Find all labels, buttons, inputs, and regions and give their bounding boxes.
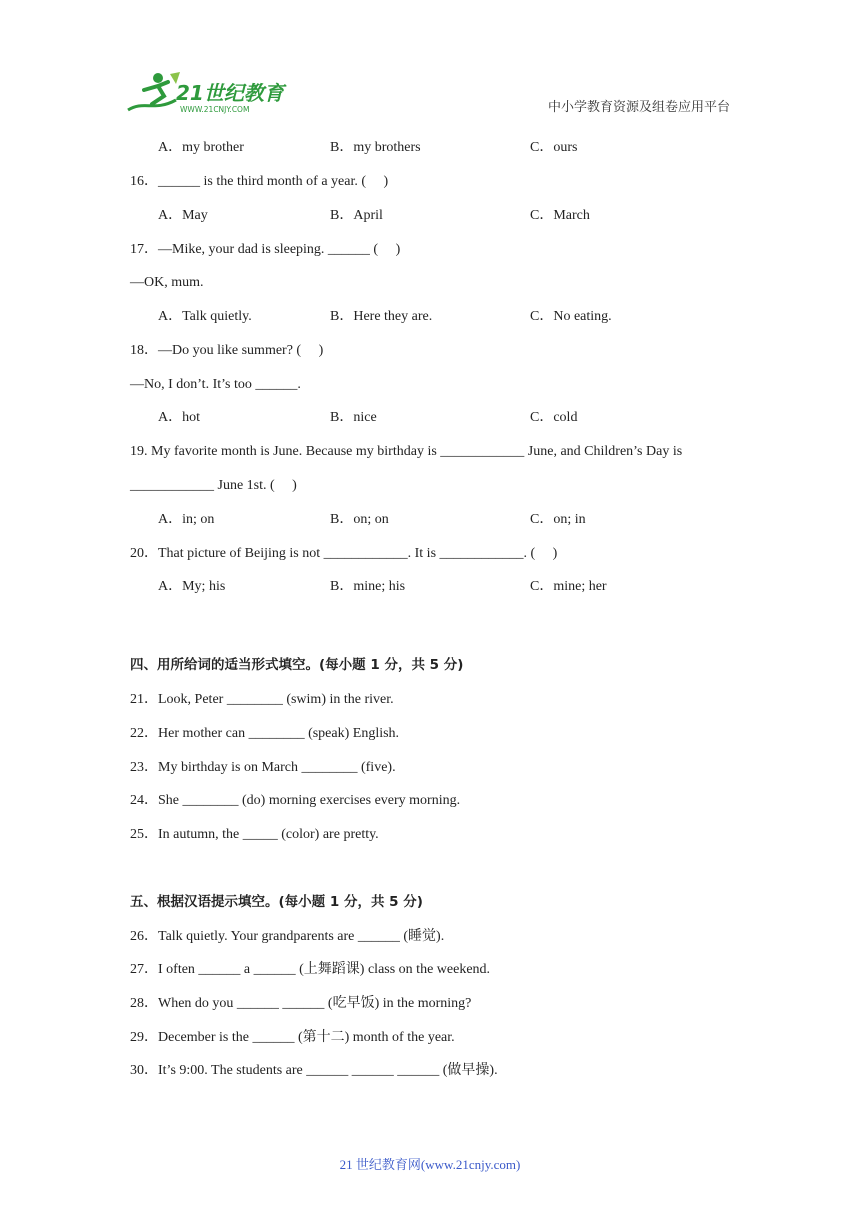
question-line: 18．—Do you like summer? ( ) bbox=[130, 343, 324, 358]
question-line: 25．In autumn, the _____ (color) are pretty. bbox=[130, 827, 379, 842]
option-b: B．mine; his bbox=[330, 579, 406, 594]
option-c: C．mine; her bbox=[530, 579, 607, 594]
question-line: 21．Look, Peter ________ (swim) in the river. bbox=[130, 692, 394, 707]
option-a: A．in; on bbox=[158, 512, 215, 527]
option-c: C．No eating. bbox=[530, 309, 612, 324]
question-line: —No, I don’t. It’s too ______. bbox=[130, 377, 301, 392]
option-c: C．on; in bbox=[530, 512, 586, 527]
question-line: 26．Talk quietly. Your grandparents are ______ (睡觉). bbox=[130, 929, 445, 944]
question-line: 22．Her mother can ________ (speak) English. bbox=[130, 726, 400, 741]
logo-text: 21世纪教育 bbox=[176, 81, 284, 105]
site-logo bbox=[124, 70, 294, 116]
option-b: B．Here they are. bbox=[330, 309, 433, 324]
option-a: A．My; his bbox=[158, 579, 226, 594]
option-c: C．cold bbox=[530, 410, 578, 425]
option-a: A．Talk quietly. bbox=[158, 309, 252, 324]
option-a: A．hot bbox=[158, 410, 200, 425]
logo-url: WWW.21CNJY.COM bbox=[180, 105, 250, 114]
question-line: —OK, mum. bbox=[130, 275, 204, 290]
platform-name: 中小学教育资源及组卷应用平台 bbox=[547, 99, 730, 114]
option-c: C．ours bbox=[530, 140, 578, 155]
question-line: 27．I often ______ a ______ (上舞蹈课) class on the weekend. bbox=[130, 962, 491, 977]
question-line: 20．That picture of Beijing is not ____________. It is ____________. ( ) bbox=[130, 546, 558, 561]
runner-icon bbox=[128, 72, 180, 110]
section-heading: 四、用所给词的适当形式填空。(每小题 1 分，共 5 分) bbox=[130, 657, 464, 673]
option-a: A．May bbox=[158, 208, 208, 223]
option-a: A．my brother bbox=[158, 140, 244, 155]
option-b: B．on; on bbox=[330, 512, 389, 527]
question-line: 30．It’s 9:00. The students are ______ ______ ______ (做早操). bbox=[130, 1063, 498, 1078]
option-b: B．April bbox=[330, 208, 383, 223]
option-b: B．nice bbox=[330, 410, 377, 425]
question-line: 24．She ________ (do) morning exercises every morning. bbox=[130, 793, 461, 808]
option-c: C．March bbox=[530, 208, 590, 223]
question-line: 19. My favorite month is June. Because my birthday is ____________ June, and Children’s Day is bbox=[130, 444, 683, 459]
question-line: 23．My birthday is on March ________ (five). bbox=[130, 760, 396, 775]
section-heading: 五、根据汉语提示填空。(每小题 1 分，共 5 分) bbox=[130, 894, 423, 910]
question-line: 17．—Mike, your dad is sleeping. ______ ( ) bbox=[130, 242, 401, 257]
question-line: 28．When do you ______ ______ (吃早饭) in the morning? bbox=[130, 996, 472, 1011]
option-b: B．my brothers bbox=[330, 140, 421, 155]
question-line: ____________ June 1st. ( ) bbox=[130, 478, 297, 493]
question-line: 29．December is the ______ (第十二) month of the year. bbox=[130, 1030, 455, 1045]
question-line: 16．______ is the third month of a year. ( ) bbox=[130, 174, 389, 189]
footer-text: 21 世纪教育网(www.21cnjy.com) bbox=[339, 1157, 521, 1172]
